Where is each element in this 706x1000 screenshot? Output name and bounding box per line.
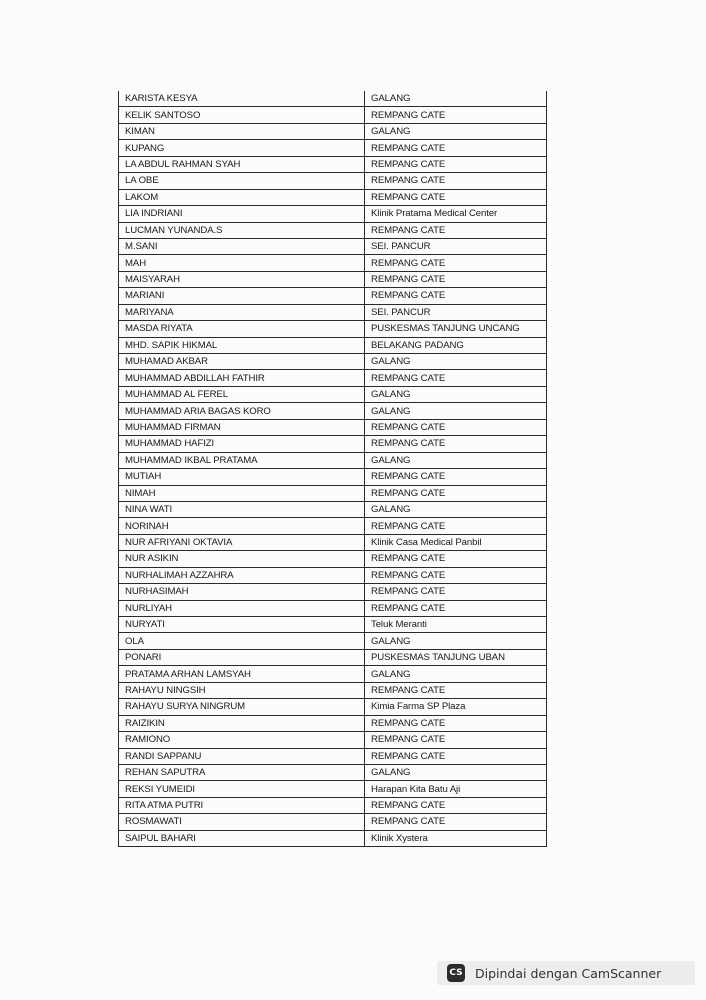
location-cell: GALANG	[365, 666, 547, 682]
location-cell: REMPANG CATE	[365, 567, 547, 583]
table-row	[119, 156, 547, 172]
name-cell: MUHAMMAD ARIA BAGAS KORO	[119, 403, 365, 419]
location-cell: Harapan Kita Batu Aji	[365, 781, 547, 797]
name-cell: OLA	[119, 633, 365, 649]
location-cell: Klinik Pratama Medical Center	[365, 206, 547, 222]
table-row	[119, 534, 547, 550]
location-cell: GALANG	[365, 386, 547, 402]
name-cell: REHAN SAPUTRA	[119, 764, 365, 780]
table-row	[119, 715, 547, 731]
location-cell: PUSKESMAS TANJUNG UBAN	[365, 649, 547, 665]
table-row	[119, 551, 547, 567]
name-cell: RANDI SAPPANU	[119, 748, 365, 764]
table-row	[119, 321, 547, 337]
table-row	[119, 452, 547, 468]
name-cell: MUTIAH	[119, 469, 365, 485]
location-cell: REMPANG CATE	[365, 748, 547, 764]
name-cell: NIMAH	[119, 485, 365, 501]
table-row	[119, 469, 547, 485]
name-cell: PONARI	[119, 649, 365, 665]
table-row	[119, 255, 547, 271]
location-cell: GALANG	[365, 501, 547, 517]
table-row	[119, 485, 547, 501]
table-row	[119, 584, 547, 600]
location-cell: REMPANG CATE	[365, 485, 547, 501]
table-row	[119, 354, 547, 370]
location-cell: REMPANG CATE	[365, 370, 547, 386]
name-cell: RAHAYU SURYA NINGRUM	[119, 699, 365, 715]
location-cell: REMPANG CATE	[365, 600, 547, 616]
name-cell: NURHASIMAH	[119, 584, 365, 600]
table-row	[119, 337, 547, 353]
name-cell: NURHALIMAH AZZAHRA	[119, 567, 365, 583]
location-cell: REMPANG CATE	[365, 518, 547, 534]
name-cell: KARISTA KESYA	[119, 91, 365, 107]
table-row	[119, 436, 547, 452]
location-cell: SEI. PANCUR	[365, 238, 547, 254]
name-cell: NINA WATI	[119, 501, 365, 517]
name-cell: PRATAMA ARHAN LAMSYAH	[119, 666, 365, 682]
location-cell: REMPANG CATE	[365, 551, 547, 567]
table-row	[119, 699, 547, 715]
location-cell: REMPANG CATE	[365, 255, 547, 271]
location-cell: GALANG	[365, 452, 547, 468]
camscanner-watermark	[437, 961, 695, 985]
location-cell: GALANG	[365, 764, 547, 780]
name-cell: MUHAMMAD FIRMAN	[119, 419, 365, 435]
location-cell: REMPANG CATE	[365, 732, 547, 748]
location-cell: GALANG	[365, 91, 547, 107]
table-row	[119, 501, 547, 517]
location-cell: GALANG	[365, 633, 547, 649]
table-row	[119, 140, 547, 156]
name-location-table	[118, 91, 547, 847]
name-cell: KUPANG	[119, 140, 365, 156]
table-body	[119, 91, 547, 847]
location-cell: BELAKANG PADANG	[365, 337, 547, 353]
table-row	[119, 304, 547, 320]
location-cell: REMPANG CATE	[365, 682, 547, 698]
location-cell: REMPANG CATE	[365, 271, 547, 287]
location-cell: REMPANG CATE	[365, 469, 547, 485]
name-cell: NORINAH	[119, 518, 365, 534]
location-cell: REMPANG CATE	[365, 173, 547, 189]
name-cell: SAIPUL BAHARI	[119, 830, 365, 846]
table-row	[119, 173, 547, 189]
location-cell: REMPANG CATE	[365, 288, 547, 304]
location-cell: PUSKESMAS TANJUNG UNCANG	[365, 321, 547, 337]
name-cell: NURYATI	[119, 617, 365, 633]
table-row	[119, 732, 547, 748]
location-cell: REMPANG CATE	[365, 107, 547, 123]
name-cell: LA OBE	[119, 173, 365, 189]
table-row	[119, 666, 547, 682]
table-row	[119, 830, 547, 846]
location-cell: GALANG	[365, 354, 547, 370]
table-row	[119, 781, 547, 797]
name-cell: NUR AFRIYANI OKTAVIA	[119, 534, 365, 550]
watermark-text: Dipindai dengan CamScanner	[475, 965, 662, 981]
table-row	[119, 189, 547, 205]
table-row	[119, 238, 547, 254]
table-row	[119, 107, 547, 123]
name-cell: REKSI YUMEIDI	[119, 781, 365, 797]
location-cell: REMPANG CATE	[365, 189, 547, 205]
name-cell: MARIYANA	[119, 304, 365, 320]
table-row	[119, 419, 547, 435]
location-cell: Teluk Meranti	[365, 617, 547, 633]
name-cell: MAH	[119, 255, 365, 271]
table-row	[119, 222, 547, 238]
location-cell: Kimia Farma SP Plaza	[365, 699, 547, 715]
location-cell: SEI. PANCUR	[365, 304, 547, 320]
name-cell: RAMIONO	[119, 732, 365, 748]
name-cell: RAIZIKIN	[119, 715, 365, 731]
table-row	[119, 682, 547, 698]
name-cell: MUHAMMAD ABDILLAH FATHIR	[119, 370, 365, 386]
location-cell: REMPANG CATE	[365, 156, 547, 172]
name-cell: RAHAYU NINGSIH	[119, 682, 365, 698]
table-row	[119, 814, 547, 830]
location-cell: REMPANG CATE	[365, 814, 547, 830]
name-cell: MAISYARAH	[119, 271, 365, 287]
location-cell: REMPANG CATE	[365, 584, 547, 600]
name-cell: ROSMAWATI	[119, 814, 365, 830]
location-cell: REMPANG CATE	[365, 222, 547, 238]
table-row	[119, 797, 547, 813]
table-row	[119, 600, 547, 616]
location-cell: REMPANG CATE	[365, 797, 547, 813]
table-row	[119, 764, 547, 780]
table-row	[119, 518, 547, 534]
name-cell: MARIANI	[119, 288, 365, 304]
name-cell: LA ABDUL RAHMAN SYAH	[119, 156, 365, 172]
name-cell: RITA ATMA PUTRI	[119, 797, 365, 813]
table-row	[119, 386, 547, 402]
location-cell: REMPANG CATE	[365, 715, 547, 731]
table-row	[119, 748, 547, 764]
location-cell: REMPANG CATE	[365, 436, 547, 452]
name-cell: MASDA RIYATA	[119, 321, 365, 337]
table-row	[119, 617, 547, 633]
name-cell: NUR ASIKIN	[119, 551, 365, 567]
table-row	[119, 123, 547, 139]
table-row	[119, 271, 547, 287]
location-cell: Klinik Xystera	[365, 830, 547, 846]
name-cell: LAKOM	[119, 189, 365, 205]
name-cell: M.SANI	[119, 238, 365, 254]
name-cell: LUCMAN YUNANDA.S	[119, 222, 365, 238]
name-cell: MHD. SAPIK HIKMAL	[119, 337, 365, 353]
location-cell: Klinik Casa Medical Panbil	[365, 534, 547, 550]
name-cell: KELIK SANTOSO	[119, 107, 365, 123]
name-cell: MUHAMMAD AL FEREL	[119, 386, 365, 402]
location-cell: REMPANG CATE	[365, 419, 547, 435]
table-row	[119, 567, 547, 583]
location-cell: GALANG	[365, 403, 547, 419]
camscanner-logo-icon: CS	[447, 964, 465, 982]
name-cell: KIMAN	[119, 123, 365, 139]
name-cell: NURLIYAH	[119, 600, 365, 616]
table-row	[119, 91, 547, 107]
location-cell: GALANG	[365, 123, 547, 139]
table-row	[119, 403, 547, 419]
name-cell: MUHAMMAD HAFIZI	[119, 436, 365, 452]
name-cell: MUHAMAD AKBAR	[119, 354, 365, 370]
name-cell: MUHAMMAD IKBAL PRATAMA	[119, 452, 365, 468]
table-row	[119, 288, 547, 304]
table-row	[119, 206, 547, 222]
table-row	[119, 370, 547, 386]
table-row	[119, 649, 547, 665]
table-row	[119, 633, 547, 649]
location-cell: REMPANG CATE	[365, 140, 547, 156]
name-cell: LIA INDRIANI	[119, 206, 365, 222]
